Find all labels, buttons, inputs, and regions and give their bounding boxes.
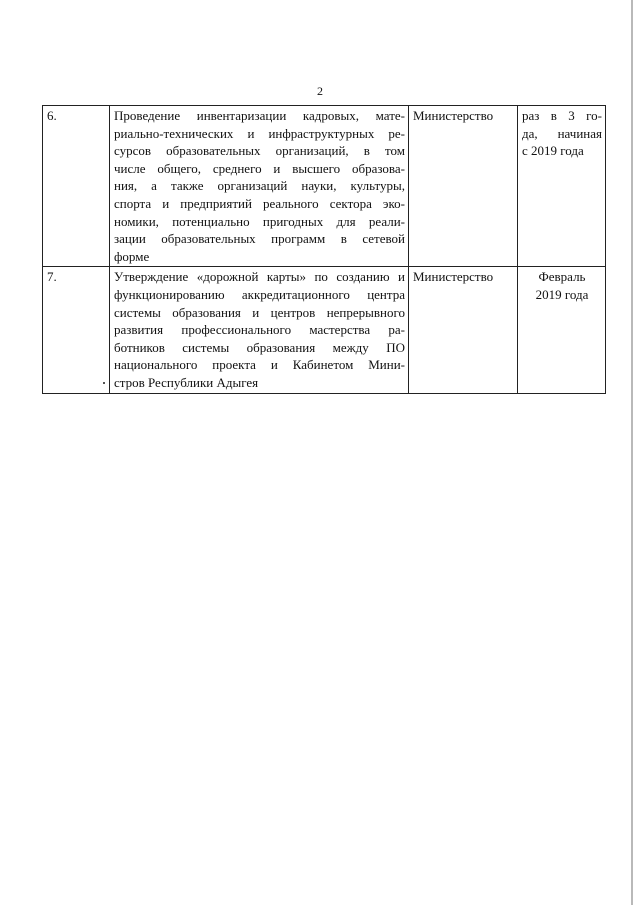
text-line: зации образовательных программ в сетевой [114, 231, 405, 247]
page-number: 2 [317, 84, 323, 98]
table-row [43, 267, 606, 393]
text-line: спорта и предприятий реального сектора эко- [114, 195, 405, 211]
text-line: Утверждение «дорожной карты» по созданию и [114, 269, 405, 285]
deadline-line: с 2019 года [522, 143, 584, 159]
row-number: 7. [43, 267, 110, 393]
table-row [43, 106, 606, 267]
text-line: сурсов образовательных организаций, в том [114, 143, 405, 159]
plan-table [42, 105, 606, 394]
executor: Министерство [409, 267, 518, 393]
text-line: развития профессионального мастерства ра- [114, 322, 405, 338]
text-line: ния, а также организаций науки, культуры, [114, 178, 405, 194]
text-line: ботников системы образования между ПО [114, 339, 405, 355]
deadline-line: да, начиная [522, 125, 602, 141]
text-line: числе общего, среднего и высшего образова- [114, 160, 405, 176]
deadline-line: раз в 3 го- [522, 108, 602, 123]
deadline-line: Февраль [538, 269, 586, 285]
text-line: номики, потенциально пригодных для реали- [114, 213, 405, 229]
deadline [518, 106, 606, 267]
executor: Министерство [409, 106, 518, 267]
text-line: национального проекта и Кабинетом Мини- [114, 357, 405, 373]
text-line: форме [114, 248, 150, 264]
deadline-line: 2019 года [535, 286, 589, 302]
measure-description [110, 106, 409, 267]
row-number: 6. [43, 106, 110, 267]
scan-edge-shadow [631, 0, 633, 905]
text-line: риально-технических и инфраструктурных ре- [114, 125, 405, 141]
text-line: Проведение инвентаризации кадровых, мате- [114, 108, 405, 123]
deadline [518, 267, 606, 393]
measure-description [110, 267, 409, 393]
text-line: системы образования и центров непрерывного [114, 304, 405, 320]
text-line: функционированию аккредитационного центра [114, 286, 405, 302]
text-line: стров Республики Адыгея [114, 374, 259, 390]
